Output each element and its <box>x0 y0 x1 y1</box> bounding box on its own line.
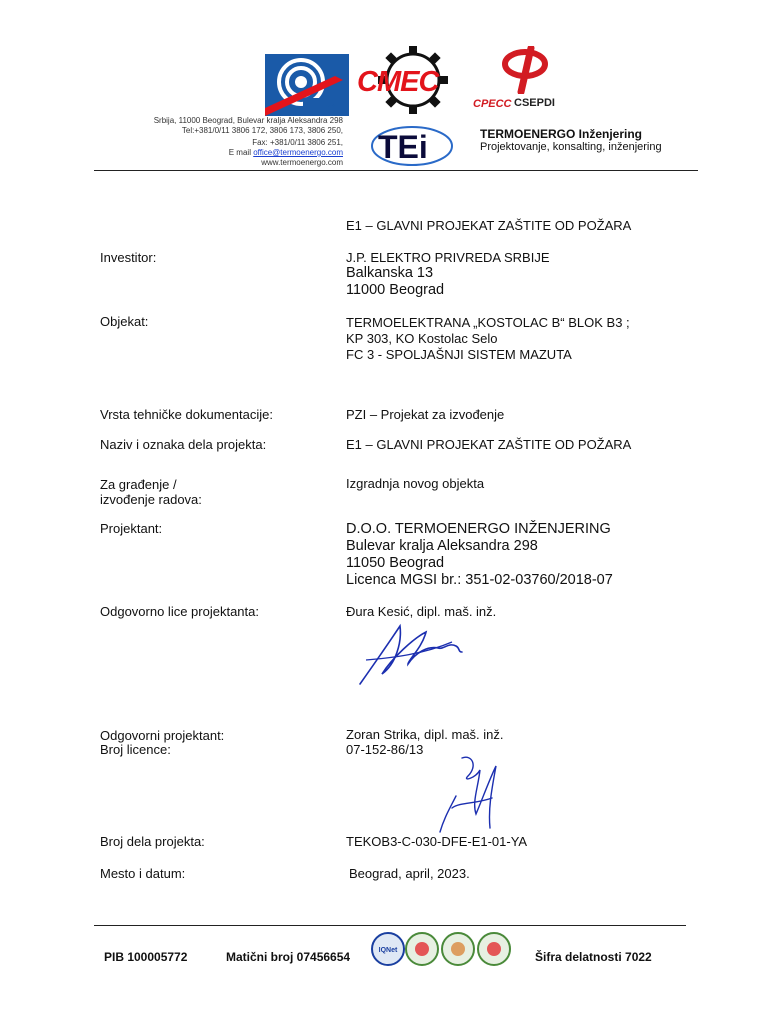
investitor-address <box>346 265 444 299</box>
phone-line: Tel:+381/0/11 3806 172, 3806 173, 3806 250, <box>181 126 343 135</box>
tei-logo-icon <box>370 122 455 167</box>
objekat-value <box>346 315 630 363</box>
signature-strika <box>432 748 517 836</box>
projektant-line: Bulevar kralja Aleksandra 298 <box>346 538 538 554</box>
footer-divider <box>94 925 686 926</box>
objekat-line: KP 303, KO Kostolac Selo <box>346 331 498 346</box>
odgovorni-projektant-label: Odgovorni projektant: <box>100 728 225 743</box>
broj-licence-label: Broj licence: <box>100 742 171 757</box>
eps-logo-text: ЕПС <box>305 100 337 116</box>
objekat-label: Objekat: <box>100 314 149 329</box>
broj-licence-value: 07-152-86/13 <box>346 742 424 757</box>
mesto-value: Beograd, april, 2023. <box>349 866 470 881</box>
csepdi-cn-text: CPECC <box>473 98 512 110</box>
cert-badge-icon <box>478 933 510 965</box>
iqnet-text: IQNet <box>378 947 398 954</box>
document-title: E1 – GLAVNI PROJEKAT ZAŠTITE OD POŽARA <box>346 218 632 233</box>
iqnet-badge-icon <box>372 933 404 965</box>
projektant-line: D.O.O. TERMOENERGO INŽENJERING <box>346 521 611 537</box>
email-prefix: E mail <box>228 148 254 157</box>
cert-badge-icon <box>442 933 474 965</box>
cert-badge-icon <box>406 933 438 965</box>
investitor-label: Investitor: <box>100 250 157 265</box>
projektant-label: Projektant: <box>100 521 163 536</box>
gradjenje-label-line: izvođenje radova: <box>100 492 202 507</box>
investitor-line: Balkanska 13 <box>346 265 434 281</box>
address-line: Srbija, 11000 Beograd, Bulevar kralja Aleksandra 298 <box>153 116 343 125</box>
company-name: TERMOENERGO Inženjering <box>480 127 643 141</box>
email-line <box>229 148 343 158</box>
investitor-value <box>346 251 550 265</box>
vrsta-value: PZI – Projekat za izvođenje <box>346 407 505 422</box>
website-link[interactable]: www.termoenergo.com <box>261 158 343 167</box>
header-divider <box>94 170 698 171</box>
maticni-broj: Matični broj 07456654 <box>226 950 351 964</box>
cmec-logo-text: CMEC <box>357 66 439 98</box>
gradjenje-label <box>100 477 202 507</box>
objekat-line: FC 3 - SPOLJAŠNJI SISTEM MAZUTA <box>346 347 572 362</box>
objekat-line: TERMOELEKTRANA „KOSTOLAC B“ BLOK B3 ; <box>346 315 630 330</box>
projektant-value <box>346 521 613 589</box>
odgovorno-lice-value: Đura Kesić, dipl. maš. inž. <box>346 604 497 619</box>
projektant-line: 11050 Beograd <box>346 555 445 571</box>
certification-badges <box>370 931 514 967</box>
broj-dela-label: Broj dela projekta: <box>100 834 205 849</box>
projektant-line: Licenca MGSI br.: 351-02-03760/2018-07 <box>346 572 613 588</box>
vrsta-label: Vrsta tehničke dokumentacije: <box>100 407 273 422</box>
csepdi-emblem-icon <box>495 46 555 94</box>
company-tagline: Projektovanje, konsalting, inženjering <box>480 141 662 153</box>
sifra-delatnosti: Šifra delatnosti 7022 <box>535 950 652 964</box>
broj-dela-value: TEKOB3-C-030-DFE-E1-01-YA <box>346 834 528 849</box>
odgovorni-projektant-value: Zoran Strika, dipl. maš. inž. <box>346 727 504 742</box>
tei-logo-text: TEi <box>378 129 428 165</box>
email-link[interactable]: office@termoenergo.com <box>253 148 343 157</box>
signature-kesic <box>352 612 467 690</box>
odgovorno-lice-label: Odgovorno lice projektanta: <box>100 604 259 619</box>
naziv-value: E1 – GLAVNI PROJEKAT ZAŠTITE OD POŽARA <box>346 437 632 452</box>
gradjenje-value: Izgradnja novog objekta <box>346 476 485 491</box>
fax-line: Fax: +381/0/11 3806 251, <box>252 138 343 147</box>
csepdi-name: CSEPDI <box>514 97 555 109</box>
mesto-label: Mesto i datum: <box>100 866 186 881</box>
investitor-line: 11000 Beograd <box>346 282 445 298</box>
gradjenje-label-line: Za građenje / <box>100 477 177 492</box>
investitor-line: J.P. ELEKTRO PRIVREDA SRBIJE <box>346 250 550 265</box>
naziv-label: Naziv i oznaka dela projekta: <box>100 437 267 452</box>
pib: PIB 100005772 <box>104 950 188 964</box>
